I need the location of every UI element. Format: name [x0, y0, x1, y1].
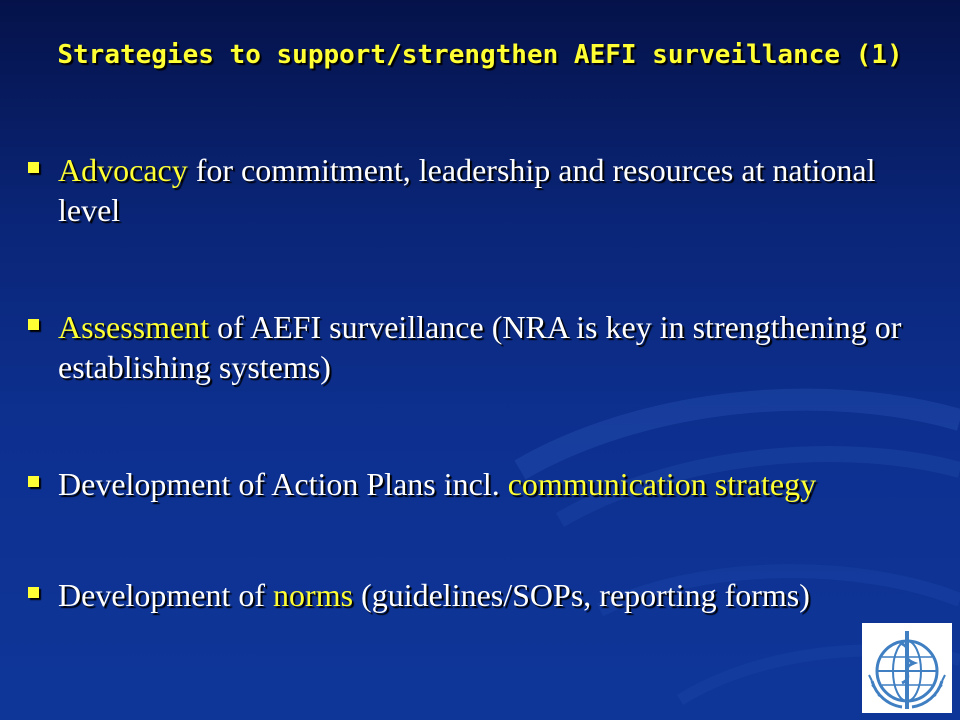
square-bullet-icon [28, 319, 39, 330]
bullet-rest: (guidelines/SOPs, reporting forms) [353, 577, 810, 613]
bullet-prefix: Development of Action Plans incl. [58, 466, 508, 502]
square-bullet-icon [28, 476, 39, 487]
bullet-text [58, 150, 928, 230]
who-emblem-graphic [862, 623, 952, 713]
bullet-highlight: Advocacy [58, 152, 188, 188]
slide-title: Strategies to support/strengthen AEFI surveillance (1) [57, 40, 903, 70]
who-emblem-icon [862, 623, 952, 713]
bullet-highlight: communication strategy [507, 466, 817, 502]
square-bullet-icon [28, 587, 39, 598]
bullet-item-advocacy [28, 150, 928, 230]
bullet-text [58, 307, 928, 387]
bullet-highlight: norms [273, 577, 354, 613]
bullet-rest: for commitment, leadership and resources at national level [58, 152, 876, 228]
bullet-prefix: Development of [58, 577, 274, 613]
bullet-rest: of AEFI surveillance (NRA is key in strengthening or establishing systems) [58, 309, 902, 385]
bullet-item-assessment [28, 307, 928, 387]
square-bullet-icon [28, 162, 39, 173]
bullet-item-action-plans [28, 464, 928, 504]
bullet-text [58, 464, 928, 504]
bullet-item-norms [28, 575, 928, 615]
bullet-highlight: Assessment [58, 309, 210, 345]
bullet-text [58, 575, 928, 615]
